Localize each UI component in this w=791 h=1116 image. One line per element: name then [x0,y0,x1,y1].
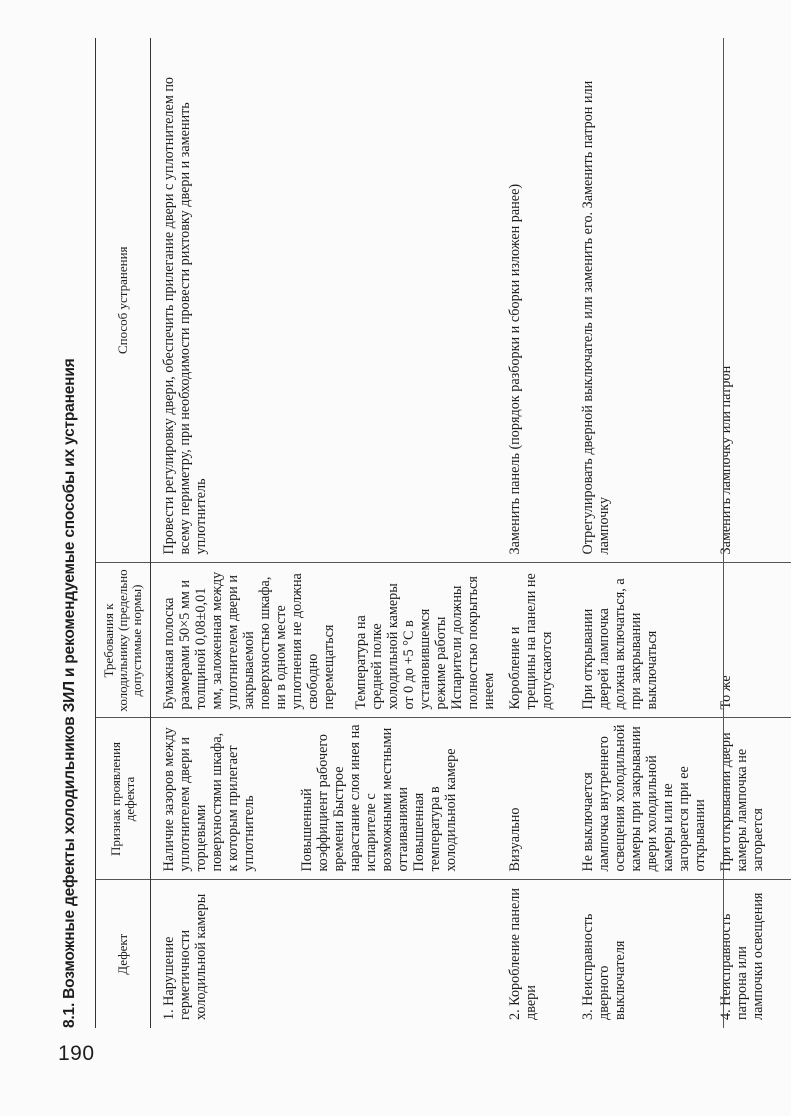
table-row [151,38,498,1028]
cell-requirement: Коробление и трещины на панели не допускаются [497,563,570,718]
cell-sign: При открывании двери камеры лампочка не загорается [708,718,791,880]
page-number: 190 [58,1042,95,1065]
cell-requirement: При открывании дверей лампочка должна включаться, а при закрывании выключаться [570,563,708,718]
sign-text: Наличие зазоров между уплотнителем двери и торцевыми поверхностями шкафа, к которым прилегает уплотнитель [161,727,257,872]
cell-sign: Не выключается лампочка внутреннего освещения холодильной камеры при закрывании двери холодильной камеры или не загорается при ее открывании [570,718,708,880]
header-remedy: Способ устранения [96,38,151,563]
cell-defect: 3. Неисправность дверного выключателя [580,913,628,1020]
table-row [708,38,791,1028]
table-row [497,38,570,1028]
cell-remedy: Провести регулировку двери, обеспечить прилегание двери с уплотнителем по всему периметру, при необходимости провести рихтовку двери и заменить уплотнитель [151,38,498,563]
table-row [570,38,708,1028]
defects-table [95,38,791,1028]
cell-requirement: То же [708,563,791,718]
header-sign: Признак проявления дефекта [96,718,151,880]
cell-defect: 4. Неисправность патрона или лампочки освещения [718,892,766,1020]
cell-sign [151,718,498,880]
requirement-text: Температура на средней полке холодильной камеры от 0 до +5 °С в установившемся режиме работы Испарители должны полностью покрыться инеем [353,576,497,710]
header-requirement: Требования к холодильнику (предельно допустимые нормы) [96,563,151,718]
cell-requirement [151,563,498,718]
cell-defect: 2. Коробление панели двери [507,888,539,1020]
table-header-row [96,38,151,1028]
cell-remedy: Отрегулировать дверной выключатель или заменить его. Заменить патрон или лампочку [570,38,708,563]
section-title: 8.1. Возможные дефекты холодильников ЗИЛ и рекомендуемые способы их устранения [61,358,78,1028]
cell-sign: Визуально [497,718,570,880]
cell-remedy: Заменить лампочку или патрон [708,38,791,563]
cell-defect: 1. Нарушение герметичности холодильной камеры [161,893,209,1020]
requirement-text: Бумажная полоска размерами 50×5 мм и толщиной 0,08±0,01 мм, заложенная между уплотнителем двери и закрываемой поверхностью шкафа, ни в одном месте уплотнения не должна свободно перемещаться [161,571,337,710]
rotated-page-content [55,38,766,1028]
header-defect: Дефект [96,880,151,1028]
table-bottom-rule [723,38,724,1028]
cell-remedy: Заменить панель (порядок разборки и сборки изложен ранее) [497,38,570,563]
sign-text: Повышенный коэффициент рабочего времени Быстрое нарастание слоя инея на испарителе с возможными местными оттаиваниями Повышенная температура в холодильной камере [299,724,459,872]
